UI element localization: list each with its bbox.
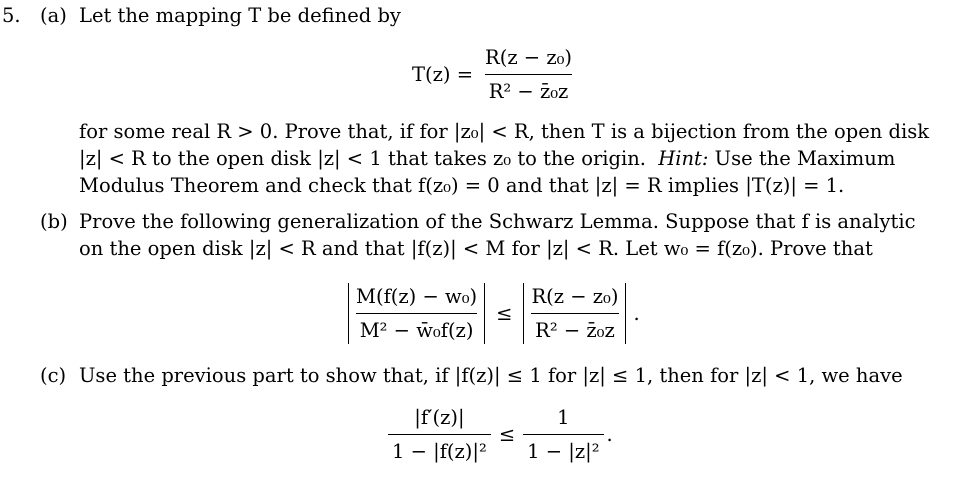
hint-text: Use the Maximum	[714, 147, 896, 170]
right-abs	[523, 283, 626, 344]
hint-label: Hint:	[658, 147, 709, 170]
left-denominator: M² − w̄₀f(z)	[356, 313, 478, 344]
part-a-line2	[79, 145, 895, 172]
derivative-inequality	[388, 404, 613, 465]
part-b-label: (b)	[40, 210, 68, 233]
c-left-numerator: |f′(z)|	[414, 406, 465, 429]
part-a-line3: Modulus Theorem and check that f(z₀) = 0 and that |z| = R implies |T(z)| = 1.	[79, 174, 845, 197]
c-left-fraction	[388, 404, 491, 465]
part-a-line1: for some real R > 0. Prove that, if for |z₀| < R, then T is a bijection from the open disk	[79, 120, 930, 143]
c-trailing-period: .	[606, 423, 613, 446]
mapping-equation	[412, 44, 576, 105]
relation-symbol: ≤	[496, 302, 513, 325]
right-numerator: R(z − z₀)	[531, 285, 619, 308]
right-denominator: R² − z̄₀z	[531, 313, 619, 344]
c-left-denominator: 1 − |f(z)|²	[388, 434, 491, 465]
part-c-label: (c)	[40, 364, 67, 387]
part-b-line2: on the open disk |z| < R and that |f(z)| < M for |z| < R. Let w₀ = f(z₀). Prove that	[79, 237, 873, 260]
mapping-denominator: R² − z̄₀z	[485, 74, 573, 105]
part-c-line1: Use the previous part to show that, if |f(z)| ≤ 1 for |z| ≤ 1, then for |z| < 1, we have	[79, 364, 903, 387]
schwarz-inequality	[345, 283, 640, 344]
c-right-denominator: 1 − |z|²	[523, 434, 603, 465]
part-a-label: (a)	[40, 4, 67, 27]
trailing-period: .	[633, 302, 640, 325]
c-right-fraction	[523, 404, 603, 465]
part-b-line1: Prove the following generalization of the Schwarz Lemma. Suppose that f is analytic	[79, 210, 916, 233]
mapping-numerator: R(z − z₀)	[485, 46, 573, 69]
left-numerator: M(f(z) − w₀)	[356, 285, 478, 308]
left-fraction	[352, 283, 481, 344]
mapping-fraction	[481, 44, 576, 105]
right-fraction	[527, 283, 622, 344]
c-relation-symbol: ≤	[498, 423, 516, 446]
c-right-numerator: 1	[557, 406, 570, 429]
part-a-intro: Let the mapping T be defined by	[79, 4, 401, 27]
part-a-line2-text: |z| < R to the open disk |z| < 1 that takes z₀ to the origin.	[79, 147, 647, 170]
equation-lhs: T(z) =	[412, 63, 474, 86]
left-abs	[348, 283, 485, 344]
problem-number: 5.	[2, 4, 21, 27]
